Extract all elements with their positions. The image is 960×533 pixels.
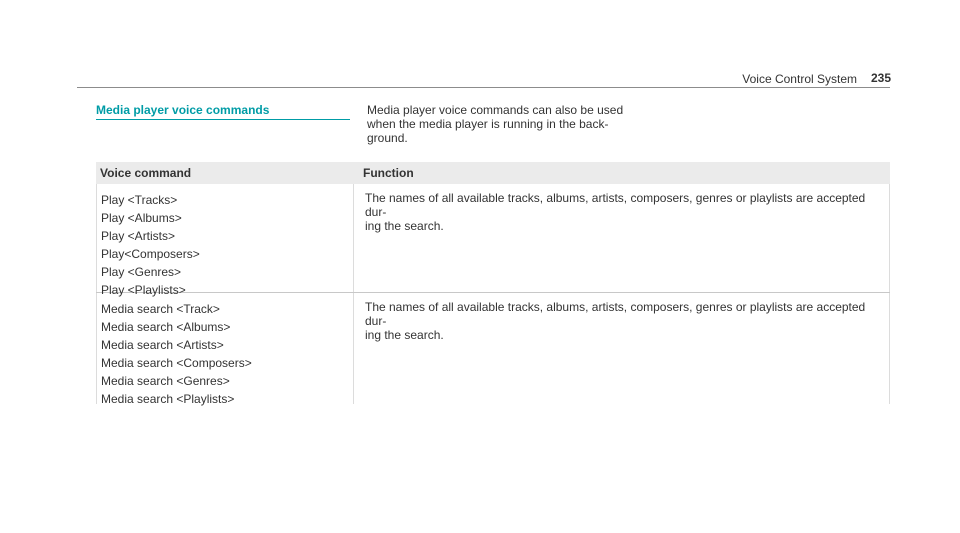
- command-item: Media search <Track>: [101, 302, 220, 316]
- command-cell: [96, 184, 354, 297]
- command-item: Media search <Composers>: [101, 356, 252, 370]
- function-cell: The names of all available tracks, albums, artists, composers, genres or playlists are accepted dur- ing the search.: [354, 184, 890, 292]
- command-item: Media search <Albums>: [101, 320, 231, 334]
- command-item: Play<Composers>: [101, 247, 200, 261]
- page-header-rule: [77, 87, 890, 88]
- column-header-function: Function: [363, 166, 414, 180]
- command-item: Play <Albums>: [101, 211, 182, 225]
- command-cell: [96, 293, 354, 404]
- command-item: Play <Playlists>: [101, 283, 186, 297]
- section-title-underline: [96, 119, 350, 120]
- table-header-row: [96, 162, 890, 184]
- page-number: 235: [871, 71, 892, 85]
- table-row: [96, 292, 890, 404]
- function-cell: The names of all available tracks, albums, artists, composers, genres or playlists are accepted dur- ing the search.: [354, 293, 890, 404]
- page-header-title: Voice Control System: [742, 72, 857, 86]
- voice-command-table: [96, 162, 890, 404]
- command-item: Media search <Artists>: [101, 338, 224, 352]
- command-item: Play <Genres>: [101, 265, 182, 279]
- section-intro: Media player voice commands can also be used when the media player is running in the back- ground.: [367, 103, 624, 145]
- command-item: Play <Artists>: [101, 229, 176, 243]
- command-item: Media search <Playlists>: [101, 392, 235, 406]
- column-header-voice-command: Voice command: [100, 166, 192, 180]
- command-item: Media search <Genres>: [101, 374, 230, 388]
- command-item: Play <Tracks>: [101, 193, 178, 207]
- table-row: [96, 184, 890, 297]
- section-title: Media player voice commands: [96, 103, 270, 117]
